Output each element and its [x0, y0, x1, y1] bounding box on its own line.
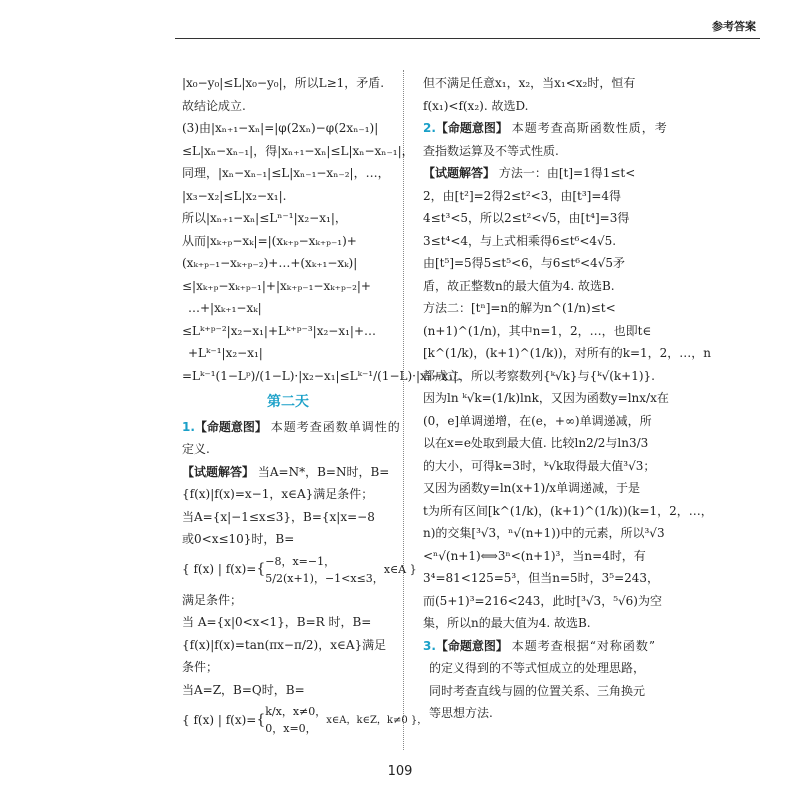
- case-line: 5/2(x+1)，−1<x≤3，: [265, 571, 384, 585]
- text-line: +Lᵏ⁻¹|x₂−x₁|: [188, 346, 263, 360]
- piecewise-cases: [265, 703, 326, 737]
- q1-answer-row: [182, 461, 394, 484]
- text-line: 的大小，可得k=3时，ᵏ√k取得最大值³√3；: [423, 458, 656, 473]
- q2-tag: 【命题意图】: [435, 121, 508, 135]
- piecewise-cases: [265, 553, 384, 587]
- q3-heading: [423, 635, 657, 658]
- text-line: {f(x)|f(x)=tan(πx−π/2)，x∈A}满足: [182, 637, 387, 652]
- text-line: 所以|xₙ₊₁−xₙ|≤Lⁿ⁻¹|x₂−x₁|，: [182, 211, 347, 225]
- text-line: 因为ln ᵏ√k=(1/k)lnk，又因为函数y=lnx/x在: [423, 391, 669, 405]
- header-label: 参考答案: [712, 20, 756, 33]
- text-line: 又因为函数y=ln(x+1)/x单调递减，于是: [423, 481, 641, 495]
- q1-intro: 本题考查函数单调性的: [270, 419, 401, 434]
- text-line: …+|xₖ₊₁−xₖ|: [188, 301, 262, 315]
- text-line: 2，由[t²]=2得2≤t²<3，由[t³]=4得: [423, 188, 622, 203]
- text-line: |x₀−y₀|≤L|x₀−y₀|，所以L≥1，矛盾.: [182, 76, 385, 90]
- text-line: 满足条件；: [182, 592, 243, 607]
- text-line: 条件；: [182, 660, 219, 674]
- text-line: =Lᵏ⁻¹(1−Lᵖ)/(1−L)·|x₂−x₁|≤Lᵏ⁻¹/(1−L)·|x₂−x₁|.: [182, 368, 462, 383]
- text-line: <ⁿ√(n+1)⟺3ⁿ<(n+1)³，当n=4时，有: [423, 548, 646, 563]
- question-3: [423, 635, 657, 725]
- q3-intro: 本题考查根据“对称函数”: [511, 638, 657, 653]
- text-line: 而(5+1)³=216<243，此时[³√3，⁵√6)为空: [423, 593, 662, 608]
- text-line: (n+1)^(1/n)，其中n=1，2，…，也即t∈: [423, 323, 652, 338]
- piecewise-left: { f(x) | f(x)=: [182, 712, 257, 727]
- text-line: (0，e]单调递增，在(e，+∞)单调递减，所: [423, 413, 652, 428]
- piecewise-right: x∈A，k∈Z，k≠0 }，: [326, 714, 428, 726]
- q1-piecewise-1: [182, 551, 417, 589]
- text-line: 从而|xₖ₊ₚ−xₖ|=|(xₖ₊ₚ−xₖ₊ₚ₋₁)+: [182, 233, 357, 248]
- text-line: ≤Lᵏ⁺ᵖ⁻²|x₂−x₁|+Lᵏ⁺ᵖ⁻³|x₂−x₁|+…: [182, 323, 377, 338]
- q2-answer-tag: 【试题解答】: [423, 166, 496, 180]
- text-line: {f(x)|f(x)=x−1，x∈A}满足条件；: [182, 487, 374, 501]
- text-line: 故结论成立.: [182, 98, 246, 113]
- text-line: t为所有区间[k^(1/k)，(k+1)^(1/k))(k=1，2，…，: [423, 503, 713, 518]
- q2-answer-first: 方法一：由[t]=1得1≤t<: [498, 166, 636, 180]
- text-line: f(x₁)<f(x₂). 故选D.: [423, 98, 529, 113]
- q1-answer-tag: 【试题解答】: [182, 464, 255, 479]
- q1-intro-cont: 定义.: [182, 442, 210, 456]
- text-line: 以在x=e处取到最大值. 比较ln2/2与ln3/3: [423, 436, 649, 450]
- text-line: 的定义得到的不等式恒成立的处理思路，: [429, 661, 646, 675]
- right-column: [423, 72, 713, 725]
- brace-icon: {: [256, 711, 266, 728]
- piecewise-left: { f(x) | f(x)=: [182, 562, 257, 576]
- q2-heading: [423, 117, 668, 140]
- text-line: 方法二：[tⁿ]=n的解为n^(1/n)≤t<: [423, 301, 616, 315]
- text-line: 当A={x|−1≤x≤3}，B={x|x=−8: [182, 509, 375, 524]
- text-line: [k^(1/k)，(k+1)^(1/k))，对所有的k=1，2，…，n: [423, 346, 712, 360]
- text-line: 但不满足任意x₁，x₂，当x₁<x₂时，恒有: [423, 76, 636, 90]
- text-line: 都成立，所以考察数列{ᵏ√k}与{ᵏ√(k+1)}.: [423, 368, 655, 383]
- text-line: ≤|xₖ₊ₚ−xₖ₊ₚ₋₁|+|xₖ₊ₚ₋₁−xₖ₊ₚ₋₂|+: [182, 278, 371, 293]
- case-line: −8，x=−1，: [265, 554, 336, 568]
- text-line: 3⁴=81<125=5³，但当n=5时，3⁵=243，: [423, 571, 660, 585]
- text-line: 当 A={x|0<x<1}，B=R 时，B=: [182, 615, 372, 629]
- q2-intro-cont: 查指数运算及不等式性质.: [423, 143, 559, 158]
- piecewise-right: x∈A }: [383, 563, 417, 576]
- text-line: 同理，|xₙ−xₙ₋₁|≤L|xₙ₋₁−xₙ₋₂|，…，: [182, 166, 390, 180]
- column-divider: [403, 70, 404, 750]
- q1-heading: [182, 416, 401, 439]
- q1-answer-first: 当A=N*，B=N时，B=: [257, 464, 390, 479]
- q1-piecewise-2: [182, 701, 428, 739]
- text-line: 3≤t⁴<4，与上式相乘得6≤t⁶<4√5.: [423, 233, 617, 248]
- case-line: 0，x=0，: [265, 722, 317, 735]
- text-line: 等思想方法.: [429, 706, 493, 720]
- case-line: k/x，x≠0，: [265, 705, 327, 718]
- text-line: (3)由|xₙ₊₁−xₙ|=|φ(2xₙ)−φ(2xₙ₋₁)|: [182, 121, 379, 135]
- text-line: 盾，故正整数n的最大值为4. 故选B.: [423, 278, 615, 293]
- header-rule: [175, 38, 760, 39]
- text-line: 或0<x≤10}时，B=: [182, 532, 295, 546]
- q1-tag: 【命题意图】: [194, 419, 267, 434]
- text-line: n)的交集[³√3，ⁿ√(n+1))中的元素，所以³√3: [423, 526, 665, 540]
- text-line: 由[t⁵]=5得5≤t⁵<6，与6≤t⁶<4√5矛: [423, 256, 625, 270]
- q2-number: 2.: [423, 121, 436, 135]
- text-line: (xₖ₊ₚ₋₁−xₖ₊ₚ₋₂)+…+(xₖ₊₁−xₖ)|: [182, 256, 358, 270]
- question-2: [423, 117, 713, 635]
- question-1: [182, 416, 428, 740]
- text-line: ≤L|xₙ−xₙ₋₁|，得|xₙ₊₁−xₙ|≤L|xₙ−xₙ₋₁|，: [182, 143, 414, 158]
- text-line: |x₃−x₂|≤L|x₂−x₁|.: [182, 188, 287, 203]
- text-line: 集，所以n的最大值为4. 故选B.: [423, 616, 591, 630]
- text-line: 4≤t³<5，所以2≤t²<√5，由[t⁴]=3得: [423, 211, 630, 225]
- q1-number: 1.: [182, 419, 195, 434]
- text-line: 同时考查直线与圆的位置关系、三角换元: [429, 683, 646, 698]
- q2-intro: 本题考查高斯函数性质，考: [511, 121, 668, 135]
- q3-number: 3.: [423, 638, 436, 653]
- day-title: 第二天: [267, 394, 309, 410]
- page-number: 109: [387, 764, 413, 779]
- text-line: 当A=Z，B=Q时，B=: [182, 682, 305, 697]
- brace-icon: {: [256, 561, 266, 577]
- q2-answer-row: [423, 162, 635, 185]
- q3-tag: 【命题意图】: [435, 638, 508, 653]
